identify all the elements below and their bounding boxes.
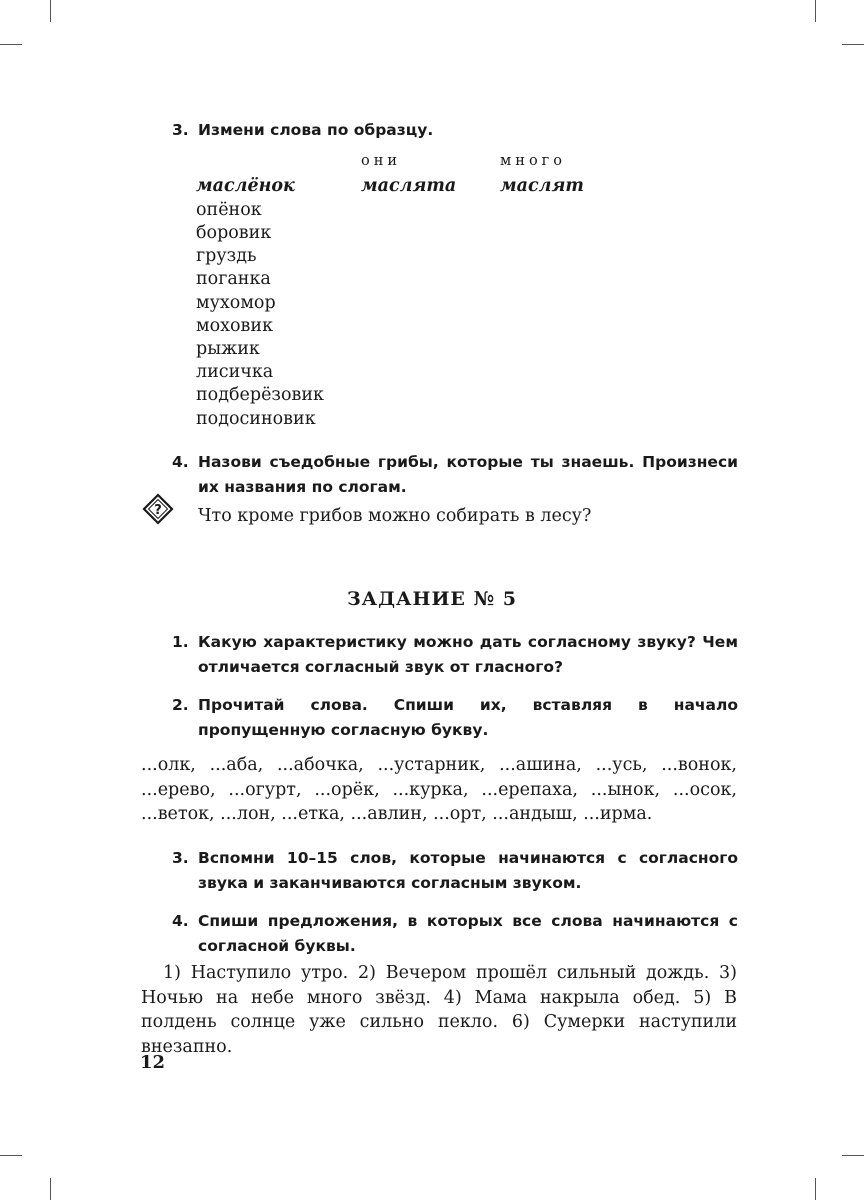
- question-diamond-icon: [142, 493, 174, 525]
- word-list-item: груздь: [196, 246, 257, 266]
- sentences-paragraph: 1) Наступило утро. 2) Вечером прошёл сильный дождь. 3) Ночью на небе много звёзд. 4) Мама накрыла обед. 5) В полдень солнце уже сильно пекло. 6) Сумерки наступили внезапно.: [141, 963, 737, 1057]
- task-text: Назови съедобные грибы, которые ты знаешь. Произнеси их названия по слогам.: [198, 453, 738, 496]
- sample-form-they: маслята: [361, 176, 457, 196]
- task-number: 3.: [172, 849, 189, 867]
- task-1-instruction: [172, 630, 738, 680]
- word-list-item: подберёзовик: [196, 385, 324, 405]
- word-list-item: мухомор: [196, 293, 276, 313]
- crop-mark: [842, 44, 864, 45]
- task-number: 4.: [172, 912, 189, 930]
- sample-word: маслёнок: [196, 176, 295, 196]
- task-text: Вспомни 10–15 слов, которые начинаются с согласного звука и заканчиваются согласным звуком.: [198, 849, 738, 892]
- task-3-instruction: [172, 846, 738, 896]
- section-title: ЗАДАНИЕ № 5: [346, 588, 518, 610]
- task-number: 2.: [172, 696, 189, 714]
- crop-mark: [842, 1155, 864, 1156]
- crop-mark: [0, 1155, 22, 1156]
- task-2-instruction: [172, 693, 738, 743]
- crop-mark: [815, 1178, 816, 1200]
- task-text: Спиши предложения, в которых все слова начинаются с согласной буквы.: [198, 912, 738, 955]
- crop-mark: [50, 1178, 51, 1200]
- crop-mark: [50, 0, 51, 22]
- task-text: Какую характеристику можно дать согласному звуку? Чем отличается согласный звук от гласного?: [198, 633, 738, 676]
- page-number: 12: [140, 1052, 166, 1073]
- task-4-instruction: [172, 909, 738, 959]
- crop-mark: [815, 0, 816, 22]
- gap-words-paragraph: ...олк, ...аба, ...абочка, ...устарник, ...ашина, ...усь, ...вонок, ...ерево, ...огурт, ...орёк, ...курка, ...ерепаха, ...ынок, ...осок, ...веток, ...лон, ...етка, ...авлин, ...орт, ...андыш, ...ирма.: [141, 755, 737, 824]
- task-text: Прочитай слова. Спиши их, вставляя в начало пропущенную согласную букву.: [198, 696, 738, 739]
- task-4-instruction: [172, 450, 738, 500]
- word-list-item: боровик: [196, 223, 272, 243]
- column-header-many: много: [500, 153, 566, 169]
- task-number: 1.: [172, 633, 189, 651]
- word-list-item: лисичка: [196, 362, 274, 382]
- word-list-item: поганка: [196, 269, 271, 289]
- column-header-they: они: [361, 153, 402, 169]
- task-text: Измени слова по образцу.: [198, 121, 434, 139]
- sample-form-many: маслят: [500, 176, 584, 196]
- word-list-item: подосиновик: [196, 409, 316, 429]
- word-list-item: опёнок: [196, 200, 262, 220]
- question-text: Что кроме грибов можно собирать в лесу?: [198, 506, 592, 526]
- task-3-instruction: [172, 118, 738, 143]
- word-list-item: моховик: [196, 316, 274, 336]
- svg-text:?: ?: [154, 503, 162, 518]
- crop-mark: [0, 44, 22, 45]
- task-number: 3.: [172, 121, 189, 139]
- task-number: 4.: [172, 453, 189, 471]
- word-list-item: рыжик: [196, 339, 260, 359]
